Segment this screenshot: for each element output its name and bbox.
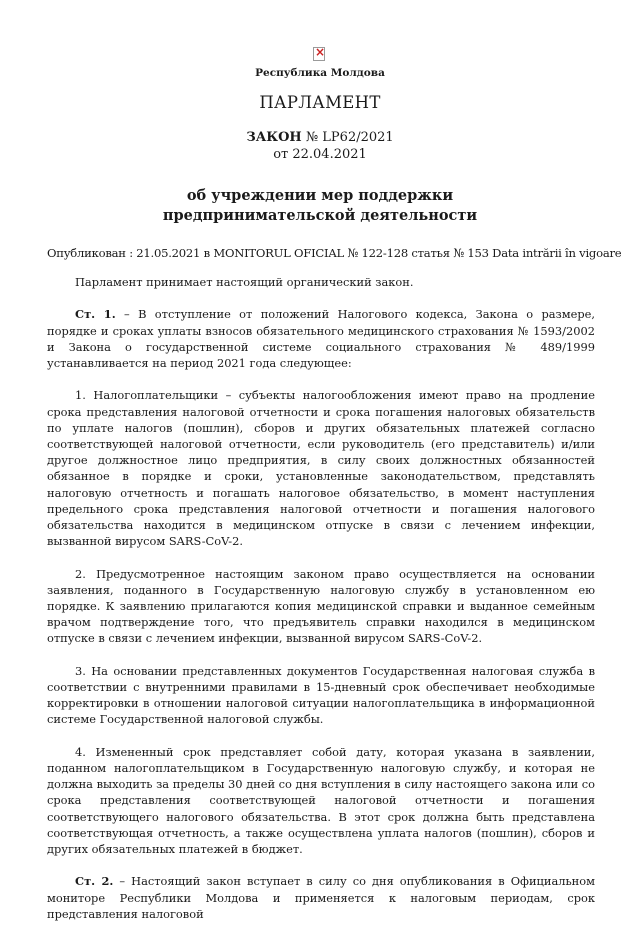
article-label: Ст. 2.: [75, 874, 114, 889]
country-name: Республика Молдова: [255, 67, 385, 79]
document-title: [0, 186, 640, 226]
article-1-point-2: 2. Предусмотренное настоящим законом право осуществляется на основании заявления, поданного в Государственную налоговую службу в установленном ею порядке. К заявлению прилагаются копия медицинской справки и выданное семейным врачом подтверждение того, что предъявитель справки находился в медицинском отпуске в связи с лечением инфекции, вызванной вирусом SARS-CoV-2.: [47, 566, 595, 646]
title-line-2: предпринимательской деятельности: [162, 207, 478, 224]
article-1-point-1: 1. Налогоплательщики – субъекты налогообложения имеют право на продление срока представления налоговой отчетности и срока погашения налоговых обязательств по уплате налогов (пошлин), сборов и других обязательных платежей согласно соответствующей налоговой отчетности, если руководитель (его представитель) и/или другое должностное лицо предприятия, в силу своих должностных обязанностей обязанное в порядке и сроки, установленные законодательством, представлять налоговую отчетность и погашать налоговое обязательство, в момент наступления предельного срока представления налоговой отчетности и погашения налогового обязательства находится в медицинском отпуске в связи с лечением инфекции, вызванной вирусом SARS-CoV-2.: [47, 388, 595, 549]
publication-info: Опубликован : 21.05.2021 в MONITORUL OFICIAL № 122-128 статья № 153 Data intrării în vigoare: [47, 246, 622, 260]
document-body: [47, 274, 595, 938]
law-date: от 22.04.2021: [273, 147, 367, 162]
article-2: [47, 873, 595, 922]
law-label: ЗАКОН: [246, 130, 302, 145]
issuing-body: ПАРЛАМЕНТ: [259, 93, 381, 112]
article-1-point-3: 3. На основании представленных документов Государственная налоговая служба в соответствии с внутренними правилами в 15-дневный срок обеспечивает необходимые корректировки в отношении налоговой ситуации налогоплательщика в информационной системе Государственной налоговой службы.: [47, 663, 595, 727]
law-number-value: № LP62/2021: [305, 130, 394, 145]
article-1: [47, 306, 595, 371]
article-label: Ст. 1.: [75, 307, 116, 322]
law-number: [0, 130, 640, 145]
title-line-1: об учреждении мер поддержки: [186, 187, 454, 204]
broken-image-icon: [313, 47, 325, 61]
article-text: – Настоящий закон вступает в силу со дня опубликования в Официальном мониторе Республики Молдова и применяется к налоговым периодам, срок представления налоговой: [47, 874, 595, 921]
preamble: Парламент принимает настоящий органический закон.: [75, 275, 414, 289]
article-1-point-4: 4. Измененный срок представляет собой дату, которая указана в заявлении, поданном налогоплательщиком в Государственную налоговую службу, и которая не должна выходить за пределы 30 дней со дня вступления в силу настоящего закона или со срока представления соответствующей налоговой отчетности и погашения соответствующего налогового обязательства. В этот срок должна быть представлена соответствующая отчетность, а также осуществлена уплата налогов (пошлин), сборов и других обязательных платежей в бюджет.: [47, 744, 596, 857]
article-text: – В отступление от положений Налогового кодекса, Закона о размере, порядке и сроках уплаты взносов обязательного медицинского страхования № 1593/2002 и Закона о государственной системе социального страхования № 489/1999 устанавливается на период 2021 года следующее:: [47, 307, 596, 370]
